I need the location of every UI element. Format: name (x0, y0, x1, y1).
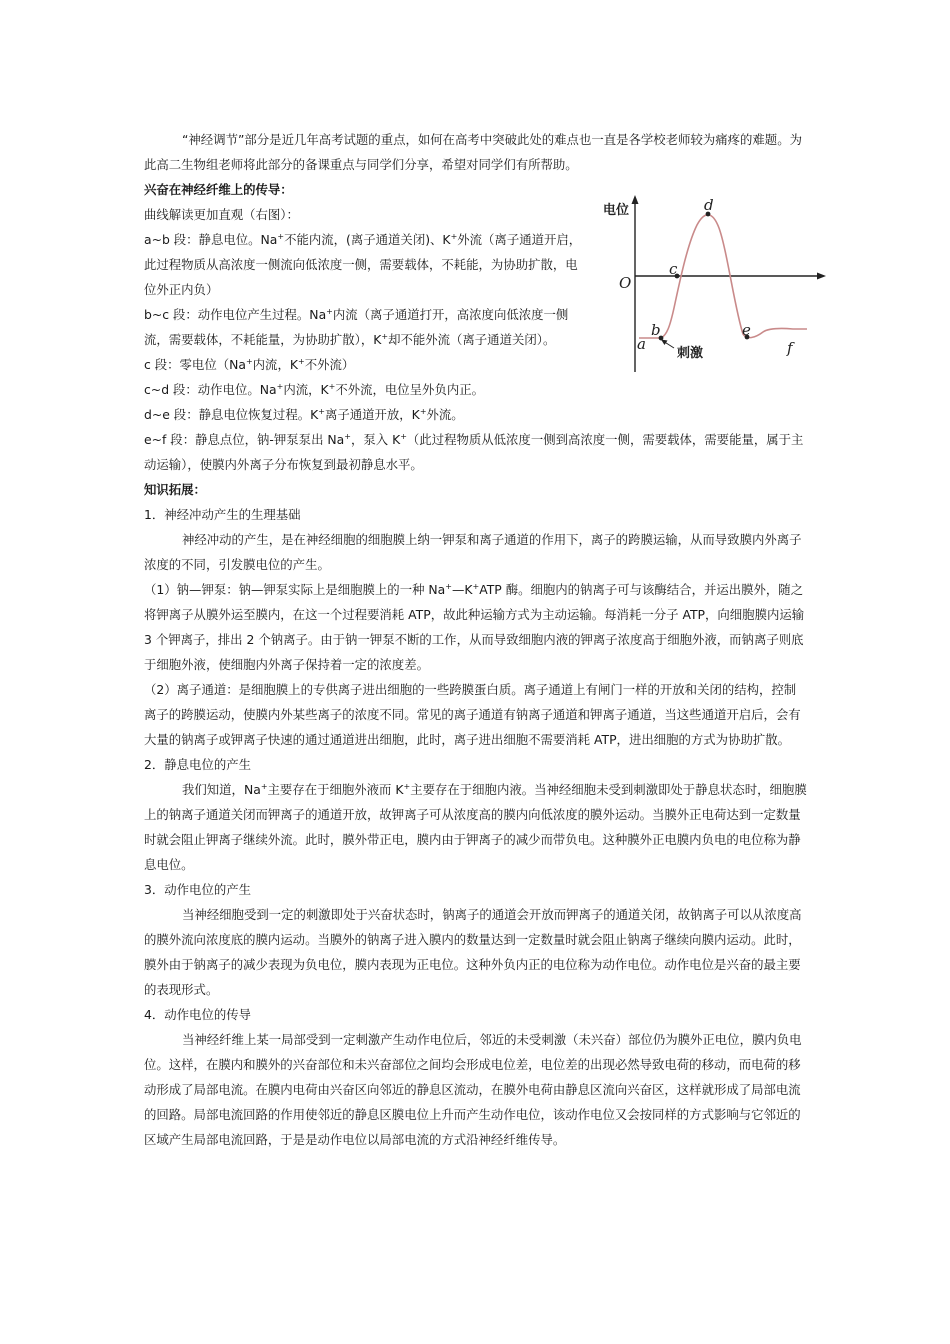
intro-paragraph: “神经调节”部分是近几年高考试题的重点，如何在高考中突破此处的难点也一直是各学校老师较为痛疼的难题。为此高二生物组老师将此部分的备课重点与同学们分享，希望对同学们有所帮助。 (144, 132, 802, 172)
segment-bc: b~c 段：动作电位产生过程。Na+内流（离子通道打开，高浓度向低浓度一侧流，需要载体，不耗能量，为协助扩散），K+却不能外流（离子通道关闭）。 (144, 307, 569, 347)
section-title-conduction: 兴奋在神经纤维上的传导： (144, 182, 293, 197)
label-d: d (704, 196, 714, 214)
label-c: c (669, 260, 678, 278)
ion-channel-paragraph: （2）离子通道：是细胞膜上的专供离子进出细胞的一些跨膜蛋白质。离子通道上有闸门一样的开放和关闭的结构，控制离子的跨膜运动，使膜内外某些离子的浓度不同。常见的离子通道有钠离子通道和钾离子通道，当这些通道开启后，会有大量的钠离子或钾离子快速的通过通道进出细胞，此时，离子进出细胞不需要消耗 ATP，进出细胞的方式为协助扩散。 (144, 682, 801, 747)
item4-title: 4．动作电位的传导 (144, 1007, 252, 1022)
item1-paragraph: 神经冲动的产生，是在神经细胞的细胞膜上纳一钾泵和离子通道的作用下，离子的跨膜运输，从而导致膜内外离子浓度的不同，引发膜电位的产生。 (144, 532, 802, 572)
stimulus-label: 刺激 (677, 346, 704, 361)
segment-de: d~e 段：静息电位恢复过程。K+离子通道开放，K+外流。 (144, 407, 464, 422)
item1-title: 1．神经冲动产生的生理基础 (144, 507, 301, 522)
item3-paragraph: 当神经细胞受到一定的刺激即处于兴奋状态时，钠离子的通道会开放而钾离子的通道关闭，故钠离子可以从浓度高的膜外流向浓度底的膜内运动。当膜外的钠离子进入膜内的数量达到一定数量时就会阻止钠离子继续向膜内运动。此时，膜外由于钠离子的减少表现为负电位，膜内表现为正电位。这种外负内正的电位称为动作电位。动作电位是兴奋的最主要的表现形式。 (144, 907, 802, 997)
label-f: f (787, 339, 793, 357)
item3-title: 3．动作电位的产生 (144, 882, 252, 897)
label-a: a (637, 335, 646, 353)
x-axis-arrow (817, 273, 826, 280)
label-b: b (651, 321, 661, 339)
item4-paragraph: 当神经纤维上某一局部受到一定刺激产生动作电位后，邻近的未受刺激（未兴奋）部位仍为膜外正电位，膜内负电位。这样，在膜内和膜外的兴奋部位和未兴奋部位之间均会形成电位差，电位差的出现必然导致电荷的移动，而电荷的移动形成了局部电流。在膜内电荷由兴奋区向邻近的静息区流动，在膜外电荷由静息区流向兴奋区，这样就形成了局部电流的回路。局部电流回路的作用使邻近的静息区膜电位上升而产生动作电位，该动作电位又会按同样的方式影响与它邻近的区域产生局部电流回路，于是是动作电位以局部电流的方式沿神经纤维传导。 (144, 1032, 802, 1147)
origin-label: O (619, 274, 632, 292)
segment-cd: c~d 段：动作电位。Na+内流，K+不外流，电位呈外负内正。 (144, 382, 485, 397)
sodium-potassium-pump-paragraph: （1）钠—钾泵：钠—钾泵实际上是细胞膜上的一种 Na+—K+ATP 酶。细胞内的钠离子可与该酶结合，并运出膜外，随之将钾离子从膜外运至膜内，在这一个过程要消耗 ATP，故此种运输方式为主动运输。每消耗一分子 ATP，向细胞膜内运输 3 个钾离子，排出 2 个钠离子。由于钠一钾泵不断的工作，从而导致细胞内液的钾离子浓度高于细胞外液，而钠离子则底于细胞外液，使细胞内外离子保持着一定的浓度差。 (144, 582, 805, 672)
segment-c: c 段：零电位（Na+内流，K+不外流） (144, 357, 355, 372)
segment-ef: e~f 段：静息点位，钠-钾泵泵出 Na+，泵入 K+（此过程物质从低浓度一侧到高浓度一侧，需要载体，需要能量，属于主动运输），使膜内外离子分布恢复到最初静息水平。 (144, 432, 804, 472)
curve-intro: 曲线解读更加直观（右图）： (144, 207, 299, 222)
section-title-extension: 知识拓展： (144, 482, 206, 497)
article-body (144, 127, 807, 1152)
label-e: e (742, 321, 751, 339)
segment-ab: a~b 段：静息电位。Na+不能内流，(离子通道关闭)、K+外流（离子通道开启，此过程物质从高浓度一侧流向低浓度一侧，需要载体，不耗能，为协助扩散，电位外正内负） (144, 232, 582, 297)
item2-title: 2．静息电位的产生 (144, 757, 252, 772)
item2-paragraph: 我们知道，Na+主要存在于细胞外液而 K+主要存在于细胞内液。当神经细胞未受到刺激即处于静息状态时，细胞膜上的钠离子通道关闭而钾离子的通道开放，故钾离子可从浓度高的膜内向低浓度的膜外运动。当膜外正电荷达到一定数量时就会阻止钾离子继续外流。此时，膜外带正电，膜内由于钾离子的减少而带负电。这种膜外正电膜内负电的电位称为静息电位。 (144, 782, 807, 872)
y-axis-label: 电位 (603, 203, 630, 218)
